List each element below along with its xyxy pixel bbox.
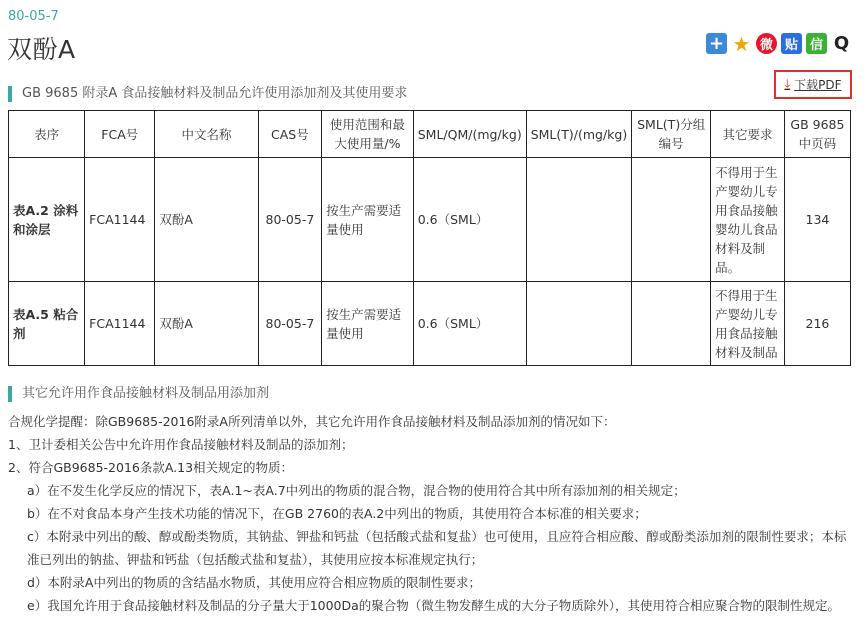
cell-other: 不得用于生产婴幼儿专用食品接触材料及制品 bbox=[711, 282, 785, 366]
page-title: 双酚A bbox=[7, 35, 76, 64]
col-header: 表序 bbox=[9, 111, 85, 158]
sub-list-item: d）本附录A中列出的物质的含结晶水物质，其使用应符合相应物质的限制性要求； bbox=[27, 575, 481, 590]
additives-table bbox=[8, 110, 851, 366]
cell-table-no: 表A.5 粘合剂 bbox=[9, 282, 85, 366]
cell-sml-qm: 0.6（SML） bbox=[413, 282, 526, 366]
cas-number-top: 80-05-7 bbox=[8, 9, 59, 24]
download-pdf-button[interactable] bbox=[774, 70, 852, 99]
sub-list-item: c）本附录中列出的酸、醇或酚类物质，其钠盐、钾盐和钙盐（包括酸式盐和复盐）也可使用，且应符合相应酸、醇或酚类添加剂的限制性要求；本标准已列出的钠盐、钾盐和钙盐（包括酸式盐和复盐），其使用应按本标准规定执行； bbox=[27, 529, 847, 567]
cell-page: 134 bbox=[784, 158, 850, 282]
pdf-icon: ⤓ bbox=[784, 77, 791, 92]
col-header: SML(T)分组编号 bbox=[632, 111, 711, 158]
compliance-reminder: 合规化学提醒：除GB9685-2016附录A所列清单以外，其它允许用作食品接触材料及制品添加剂的情况如下： bbox=[8, 414, 616, 429]
cell-sml-qm: 0.6（SML） bbox=[413, 158, 526, 282]
col-header: CAS号 bbox=[258, 111, 321, 158]
list-item: 1、卫计委相关公告中允许用作食品接触材料及制品的添加剂； bbox=[8, 437, 354, 452]
col-header: SML/QM/(mg/kg) bbox=[413, 111, 526, 158]
cell-cas: 80-05-7 bbox=[258, 282, 321, 366]
cell-other: 不得用于生产婴幼儿专用食品接触婴幼儿食品材料及制品。 bbox=[711, 158, 785, 282]
sub-list-item: e）我国允许用于食品接触材料及制品的分子量大于1000Da的聚合物（微生物发酵生成的大分子物质除外），其使用符合相应聚合物的限制性规定。 bbox=[27, 598, 841, 613]
col-header: 使用范围和最大使用量/% bbox=[322, 111, 414, 158]
col-header: 中文名称 bbox=[155, 111, 258, 158]
table-row bbox=[9, 158, 851, 282]
cell-name: 双酚A bbox=[155, 282, 258, 366]
tieba-icon[interactable]: 贴 bbox=[781, 33, 802, 54]
cell-fca: FCA1144 bbox=[85, 158, 155, 282]
other-additives-text bbox=[8, 410, 858, 617]
cell-sml-t-group bbox=[632, 158, 711, 282]
cell-usage: 按生产需要适量使用 bbox=[322, 282, 414, 366]
cell-name: 双酚A bbox=[155, 158, 258, 282]
cell-sml-t bbox=[526, 282, 632, 366]
list-item: 2、符合GB9685-2016条款A.13相关规定的物质： bbox=[8, 460, 294, 475]
cell-sml-t-group bbox=[632, 282, 711, 366]
star-icon[interactable]: ★ bbox=[732, 31, 751, 56]
table-row bbox=[9, 282, 851, 366]
download-pdf-label: 下载PDF bbox=[794, 78, 842, 92]
cell-cas: 80-05-7 bbox=[258, 158, 321, 282]
section-title-additives: GB 9685 附录A 食品接触材料及制品允许使用添加剂及其使用要求 bbox=[8, 86, 407, 102]
cell-usage: 按生产需要适量使用 bbox=[322, 158, 414, 282]
col-header: 其它要求 bbox=[711, 111, 785, 158]
sub-list-item: b）在不对食品本身产生技术功能的情况下，在GB 2760的表A.2中列出的物质，其使用符合本标准的相关要求； bbox=[27, 506, 647, 521]
section-title-other-additives: 其它允许用作食品接触材料及制品用添加剂 bbox=[8, 386, 269, 402]
col-header: FCA号 bbox=[85, 111, 155, 158]
col-header: GB 9685中页码 bbox=[784, 111, 850, 158]
col-header: SML(T)/(mg/kg) bbox=[526, 111, 632, 158]
wechat-icon[interactable]: 信 bbox=[806, 33, 827, 54]
share-bar bbox=[706, 33, 852, 54]
cell-page: 216 bbox=[784, 282, 850, 366]
qq-icon[interactable]: Q bbox=[831, 33, 852, 54]
cell-table-no: 表A.2 涂料和涂层 bbox=[9, 158, 85, 282]
sub-list-item: a）在不发生化学反应的情况下，表A.1~表A.7中列出的物质的混合物，混合物的使用符合其中所有添加剂的相关规定； bbox=[27, 483, 686, 498]
plus-share-icon[interactable]: + bbox=[706, 33, 727, 54]
cell-sml-t bbox=[526, 158, 632, 282]
cell-fca: FCA1144 bbox=[85, 282, 155, 366]
weibo-icon[interactable]: 微 bbox=[756, 33, 777, 54]
table-header-row bbox=[9, 111, 851, 158]
